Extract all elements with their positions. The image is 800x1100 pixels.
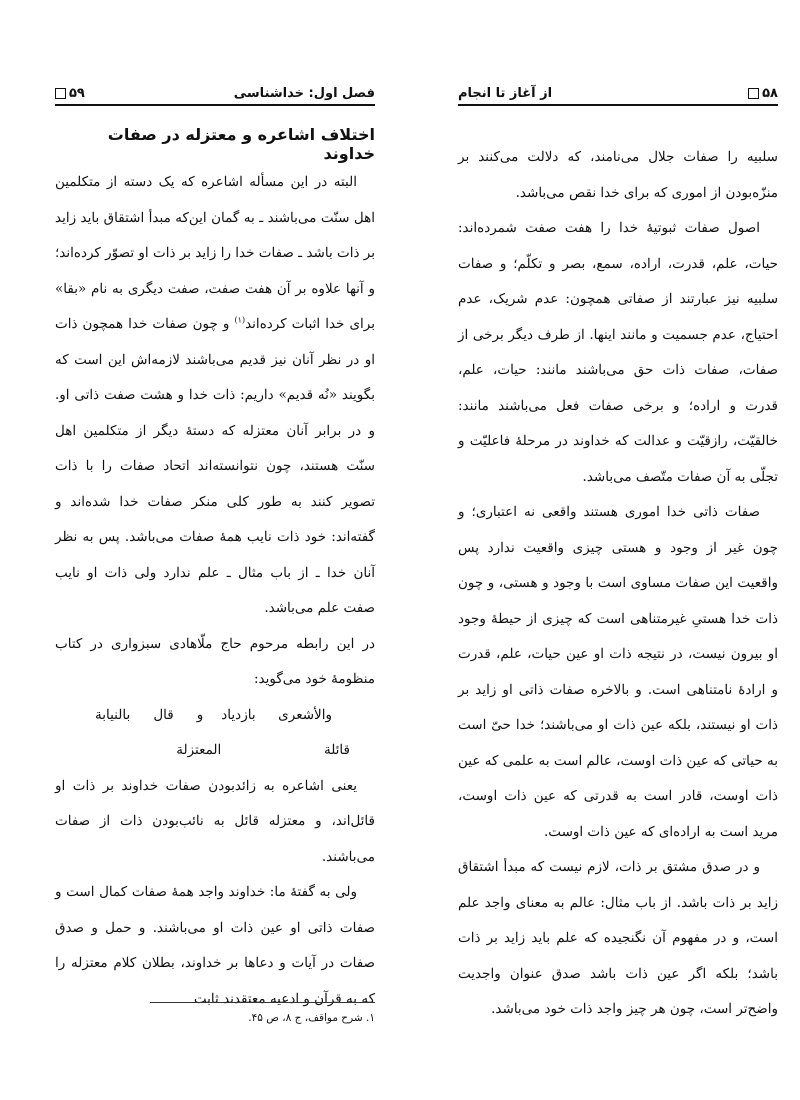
section-title: اختلاف اشاعره و معتزله در صفات خداوند bbox=[107, 125, 375, 163]
paragraph: صفات ذاتی خدا اموری هستند واقعی نه اعتباری؛ و چون غیر از وجود و هستی چیزی واقعیت ندارد پس واقعیت این صفات مساوی است با وجود و هستی، و چون ذات خدا هستیِ غیرمتناهی است که چیزی از حیطهٔ وجود او بیرون نیست، در نتیجه ذات او عین حیات، علم، قدرت و ارادهٔ نامتناهی است. و بالاخره صفات ذاتی او زاید بر ذات او نیستند، بلکه عین ذات او می‌باشند؛ خدا حیّ است به حیاتی که عین ذات اوست، عالم است به علمی که عین ذات اوست، قادر است به قدرتی که عین ذات اوست، مرید است به اراده‌ای که عین ذات اوست. bbox=[458, 504, 778, 840]
paragraph: یعنی اشاعره به زائدبودن صفات خداوند بر ذات او قائل‌اند، و معتزله قائل به نائب‌بودن ذات از صفات می‌باشند. bbox=[55, 777, 375, 865]
right-body-text bbox=[458, 140, 778, 1028]
left-page-header bbox=[55, 82, 375, 106]
paragraph: ولی به گفتهٔ ما: خداوند واجد همهٔ صفات کمال است و صفات ذاتی او عین ذات او می‌باشند. و حمل و صدق صفات در آیات و دعاها بر خداوند، بطلان کلام معتزله را که به قرآن و ادعیه معتقدند ثابت bbox=[55, 884, 375, 1007]
square-icon bbox=[55, 88, 66, 99]
right-page-header bbox=[458, 82, 778, 106]
right-header-title: از آغاز تا انجام bbox=[458, 85, 553, 101]
paragraph: و در صدق مشتق بر ذات، لازم نیست که مبدأ اشتقاق زاید بر ذات باشد. از باب مثال: عالم به معنای واجد علم است، و در مفهوم آن نگنجیده که علم باید زاید بر ذات باشد؛ بلکه اگر عین ذات باشد صدق عنوان واجدیت واضح‌تر است، چون هر چیز واجد ذات خود می‌باشد. bbox=[458, 859, 778, 1017]
footnote: ۱. شرح مواقف، ج ۸، ص ۴۵. bbox=[248, 1012, 375, 1024]
footnote-divider bbox=[150, 1002, 375, 1003]
verse-first-hemistich: والأشعری بازدیاد قائلة bbox=[221, 706, 350, 758]
left-page-number: ۵۹ bbox=[55, 86, 85, 101]
square-icon bbox=[748, 88, 759, 99]
verse-second-hemistich: و قال بالنیابة المعتزلة bbox=[95, 706, 222, 758]
footnote-marker: (۱) bbox=[234, 315, 246, 325]
poem-verse bbox=[55, 698, 375, 769]
left-header-title: فصل اول: خداشناسی bbox=[233, 85, 375, 101]
paragraph: سلبیه را صفات جلال می‌نامند، که دلالت می‌کنند بر منزّه‌بودن از اموری که برای خدا نقص می‌باشد. bbox=[458, 149, 778, 201]
paragraph: در این رابطه مرحوم حاج ملّاهادی سبزواری در کتاب منظومهٔ خود می‌گوید: bbox=[55, 635, 375, 687]
left-body-text bbox=[55, 165, 375, 1017]
paragraph: البته در این مسأله اشاعره که یک دسته از متکلمین اهل سنّت می‌باشند ـ به گمان این‌که مبدأ اشتقاق باید زاید بر ذات باشد ـ صفات خدا را زاید بر ذات او تصوّر کرده‌اند؛ و آنها علاوه بر آن هفت صفت، صفت دیگری به نام «بقا» برای خدا اثبات کرده‌اند$^{(۱)}$ و چون صفات خدا همچون ذات او در نظر آنان نیز قدیم می‌باشند لازمه‌اش این است که بگویند «نُه قدیم» داریم: ذات خدا و هشت صفت ذاتی او. و در برابر آنان معتزله که دستهٔ دیگر از متکلمین اهل سنّت هستند، چون نتوانسته‌اند اتحاد صفات را با ذات تصویر کنند به طور کلی منکر صفات خدا شده‌اند و گفته‌اند: خود ذات نایب همهٔ صفات می‌باشد. پس به نظر آنان خدا ـ از باب مثال ـ علم ندارد ولی ذات او نایب صفت علم می‌باشد. bbox=[55, 174, 375, 616]
right-page-number: ۵۸ bbox=[748, 86, 778, 101]
right-page bbox=[400, 0, 800, 1100]
paragraph: اصول صفات ثبوتیهٔ خدا را هفت صفت شمرده‌اند: حیات، علم، قدرت، اراده، سمع، بصر و تکلّم؛ و صفات سلبیه نیز عبارتند از صفاتی همچون: عدم شریک، عدم احتیاج، عدم جسمیت و مانند اینها. از طرف دیگر برخی از صفات، صفات ذات حق می‌باشند مانند: حیات، علم، قدرت و اراده؛ و برخی صفات فعل می‌باشند مانند: خالقیّت، رازقیّت و عدالت که خداوند در مرحلهٔ فاعلیّت و تجلّی به آن صفات متّصف می‌باشد. bbox=[458, 220, 778, 485]
